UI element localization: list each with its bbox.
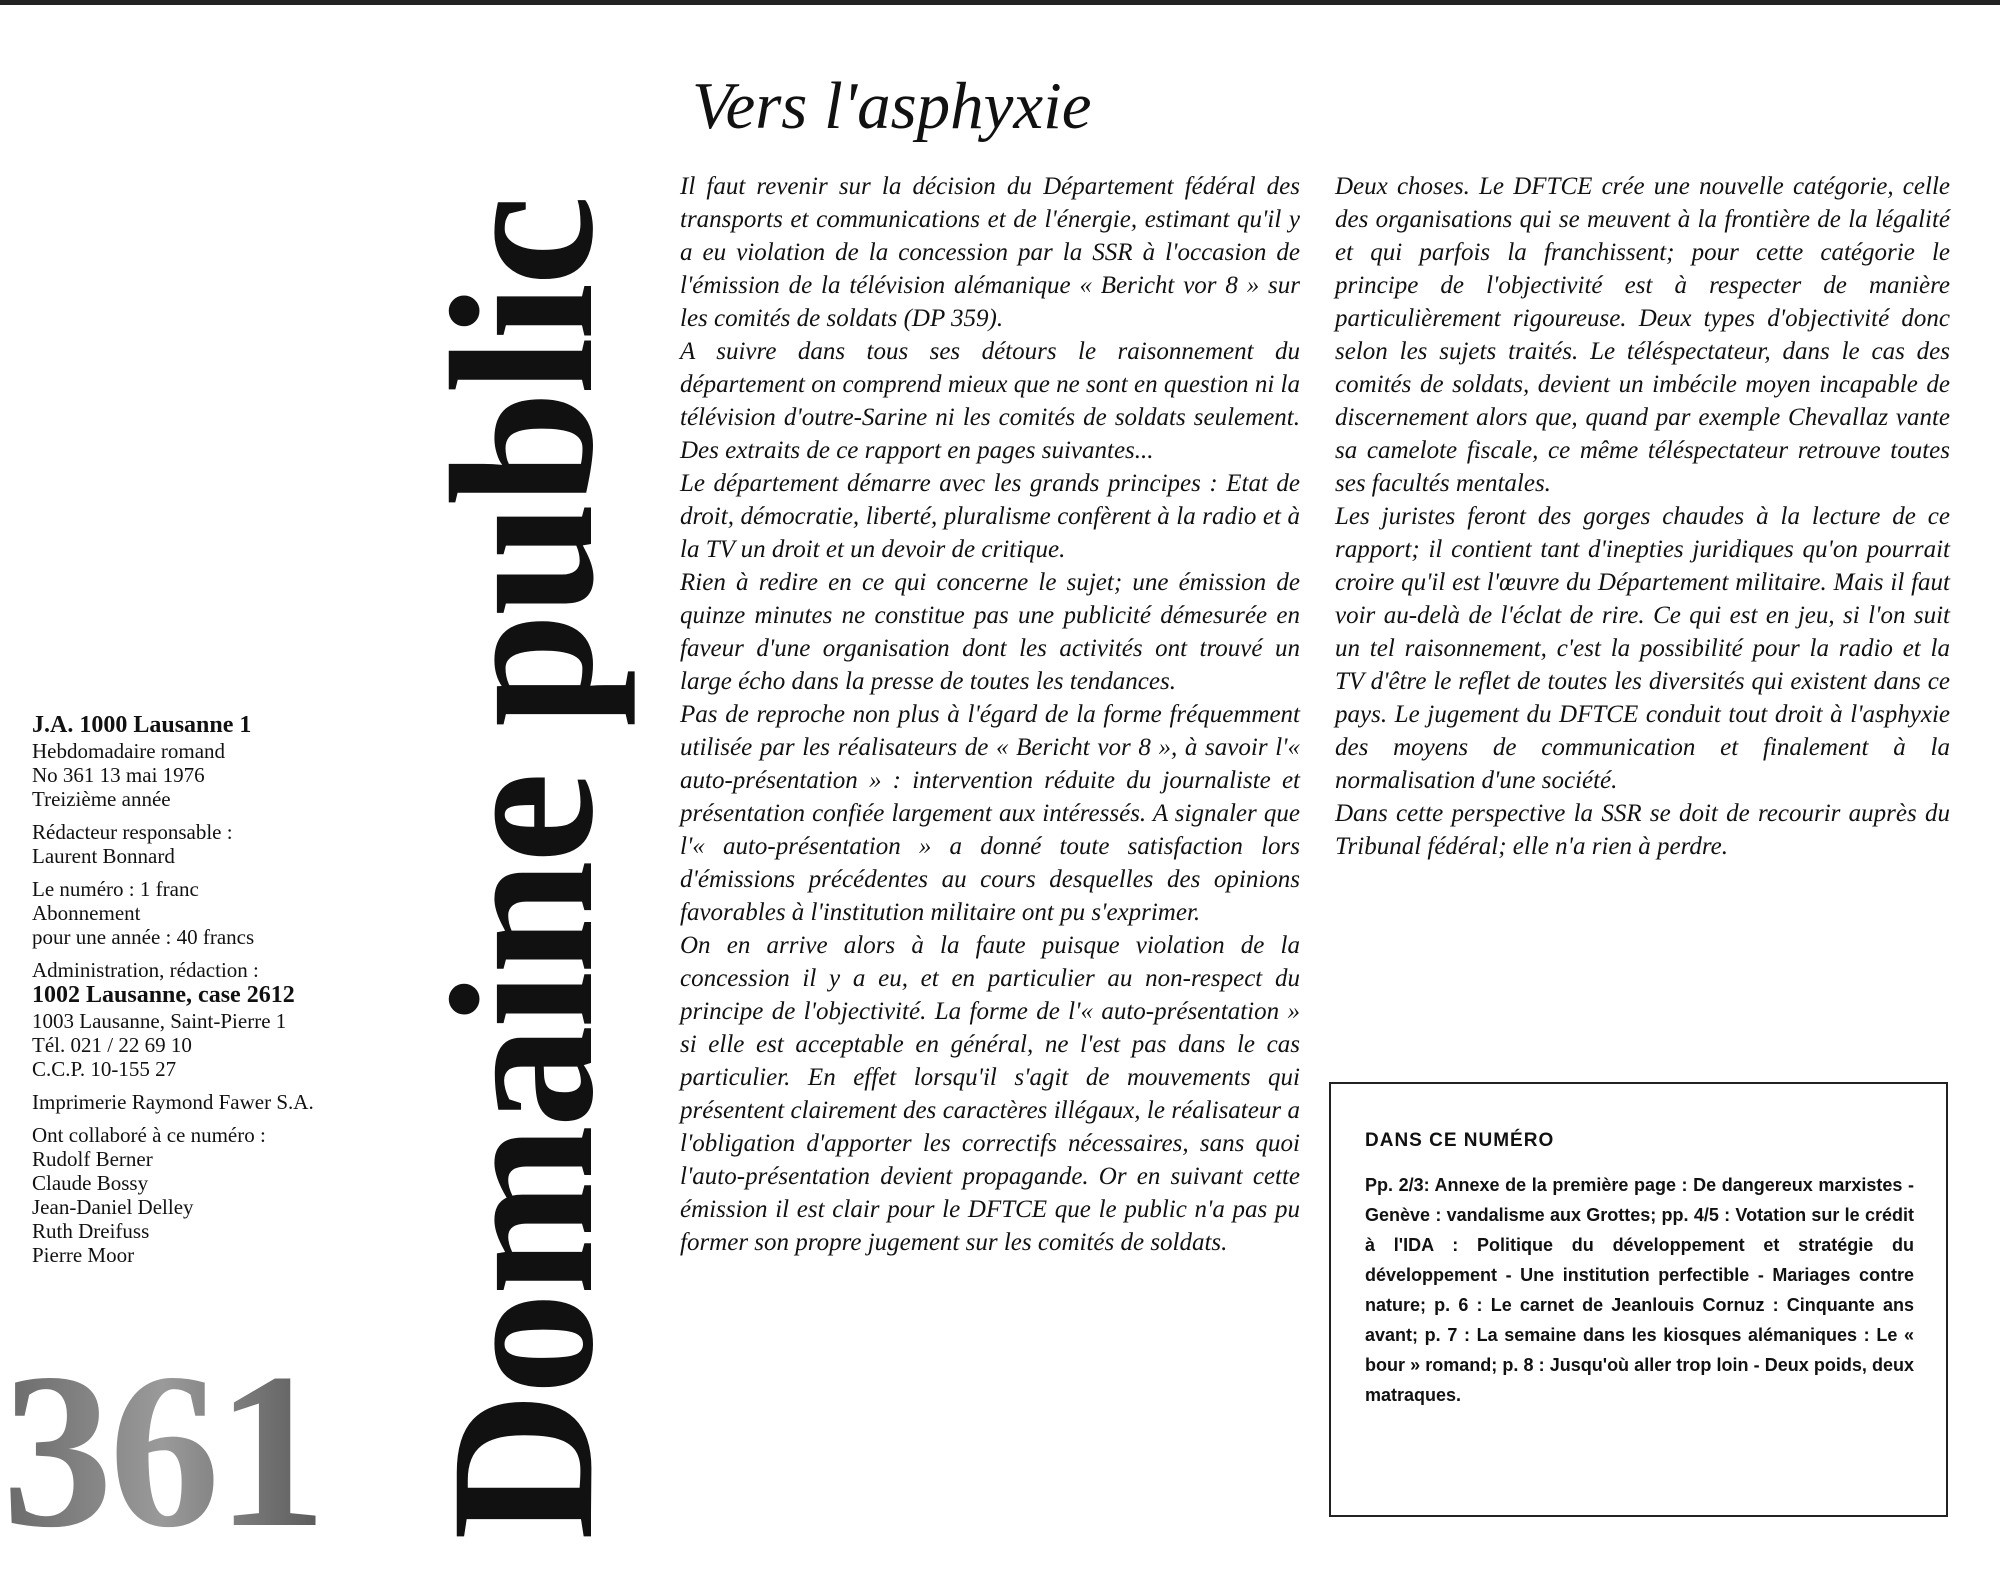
masthead-info	[32, 712, 432, 1276]
year-of-publication: Treizième année	[32, 787, 171, 811]
contributors-label: Ont collaboré à ce numéro :	[32, 1123, 266, 1147]
brand-title: Domaine public	[409, 198, 636, 1540]
subscription-price: pour une année : 40 francs	[32, 925, 255, 949]
article-title: Vers l'asphyxie	[692, 69, 1092, 143]
frequency: Hebdomadaire romand	[32, 739, 226, 763]
paragraph: A suivre dans tous ses détours le raisonnement du département on comprend mieux que ne sont en question ni la télévision d'outre-Sarine ni les comités de soldats seulement. Des extraits de ce rapport en pages suivantes...	[680, 338, 1300, 464]
editor-name: Laurent Bonnard	[32, 844, 175, 868]
article-column-1	[680, 170, 1300, 1259]
toc-body: Pp. 2/3: Annexe de la première page : De dangereux marxistes - Genève : vandalisme aux Grottes; pp. 4/5 : Votation sur le crédit à l'IDA : Politique du développement et stratégie du développement - Une institution perfectible - Mariages contre nature; p. 6 : Le carnet de Jeanlouis Cornuz : Cinquante ans avant; p. 7 : La semaine dans les kiosques alémaniques : Le « bour » romand; p. 8 : Jusqu'où aller trop loin - Deux poids, deux matraques.	[1365, 1175, 1914, 1405]
paragraph: Il faut revenir sur la décision du Département fédéral des transports et communications et de l'énergie, estimant qu'il y a eu violation de la concession par la SSR à l'occasion de l'émission de la télévision alémanique « Bericht vor 8 » sur les comités de soldats (DP 359).	[680, 173, 1300, 332]
paragraph: Pas de reproche non plus à l'égard de la forme fréquemment utilisée par les réalisateurs de « Bericht vor 8 », à savoir l'« auto-présentation » : intervention réduite du journaliste et présentation confiée largement aux intéressés. A signaler que l'« auto-présentation » a donné toute satisfaction lors d'émissions précédentes au cours desquelles des opinions favorables à l'institution militaire ont pu s'exprimer.	[680, 701, 1300, 926]
top-rule	[0, 0, 2000, 5]
contributor: Claude Bossy	[32, 1171, 149, 1195]
contributor: Jean-Daniel Delley	[32, 1195, 194, 1219]
subscription-label: Abonnement	[32, 901, 141, 925]
contributor: Rudolf Berner	[32, 1147, 153, 1171]
table-of-contents-box	[1329, 1082, 1948, 1517]
issue-date: No 361 13 mai 1976	[32, 763, 205, 787]
paragraph: Les juristes feront des gorges chaudes à la lecture de ce rapport; il contient tant d'inepties juridiques qu'on pourrait croire qu'il est l'œuvre du Département militaire. Mais il faut voir au-delà de l'éclat de rire. Ce qui est en jeu, si l'on suit un tel raisonnement, c'est la possibilité pour la radio et la TV d'être le reflet de toutes les diversités qui existent dans ce pays. Le jugement du DFTCE conduit tout droit à l'asphyxie des moyens de communication et finalement à la normalisation d'une société.	[1335, 503, 1950, 794]
paragraph: Deux choses. Le DFTCE crée une nouvelle catégorie, celle des organisations qui se meuvent à la frontière de la légalité et qui parfois la franchissent; pour cette catégorie le principe de l'objectivité est à respecter de manière particulièrement rigoureuse. Deux types d'objectivité donc selon les sujets traités. Le téléspectateur, dans le cas des comités de soldats, devient un imbécile moyen incapable de discernement alors que, quand par exemple Chevallaz vante sa camelote fiscale, ce même téléspectateur retrouve toutes ses facultés mentales.	[1335, 173, 1950, 497]
paragraph: On en arrive alors à la faute puisque violation de la concession il y a eu, et en particulier au non-respect du principe de l'objectivité. La forme de l'« auto-présentation » si elle est acceptable en général, ne l'est pas dans le cas particulier. En effet lorsqu'il s'agit de mouvements qui présentent clairement des caractères illégaux, le réalisateur a l'obligation d'apporter les correctifs nécessaires, sans quoi l'auto-présentation devient propagande. Or en suivant cette émission il est clair pour le DFTCE que le public n'a pas pu former son propre jugement sur les comités de soldats.	[680, 932, 1300, 1256]
admin-address: 1002 Lausanne, case 2612	[32, 982, 295, 1008]
paragraph: Rien à redire en ce qui concerne le sujet; une émission de quinze minutes ne constitue pas une publicité démesurée en faveur d'une organisation dont les activités ont trouvé un large écho dans la presse de toutes les tendances.	[680, 569, 1300, 695]
price: Le numéro : 1 franc	[32, 877, 199, 901]
street-address: 1003 Lausanne, Saint-Pierre 1	[32, 1009, 287, 1033]
contributor: Ruth Dreifuss	[32, 1219, 150, 1243]
toc-heading: DANS CE NUMÉRO	[1365, 1130, 1555, 1151]
paragraph: Le département démarre avec les grands principes : Etat de droit, démocratie, liberté, pluralisme confèrent à la radio et à la TV un droit et un devoir de critique.	[680, 470, 1300, 563]
admin-label: Administration, rédaction :	[32, 958, 259, 982]
issue-number: 361	[2, 1328, 323, 1574]
article-column-2	[1335, 170, 1950, 863]
phone: Tél. 021 / 22 69 10	[32, 1033, 192, 1057]
contributor: Pierre Moor	[32, 1243, 135, 1267]
paragraph: Dans cette perspective la SSR se doit de recourir auprès du Tribunal fédéral; elle n'a rien à perdre.	[1335, 800, 1950, 860]
ccp: C.C.P. 10-155 27	[32, 1057, 177, 1081]
postal-line: J.A. 1000 Lausanne 1	[32, 712, 252, 738]
printer: Imprimerie Raymond Fawer S.A.	[32, 1090, 314, 1114]
editor-label: Rédacteur responsable :	[32, 820, 233, 844]
